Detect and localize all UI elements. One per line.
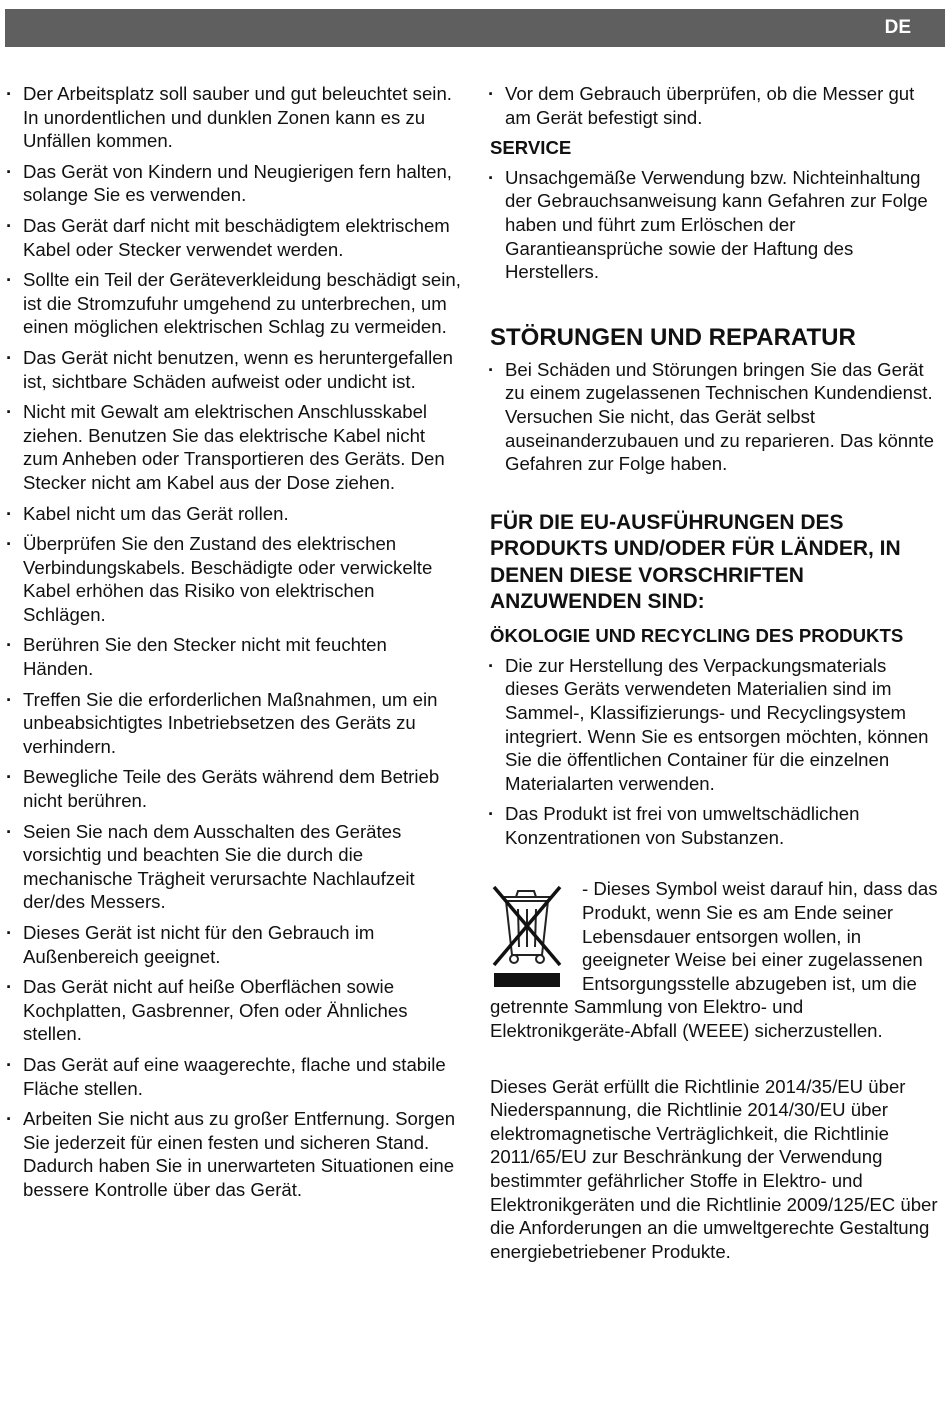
list-item: · Das Gerät nicht benutzen, wenn es heruntergefallen ist, sichtbare Schäden aufweist oder undicht ist.: [6, 346, 462, 393]
repair-heading: STÖRUNGEN UND REPARATUR: [490, 323, 856, 351]
list-item: · Die zur Herstellung des Verpackungsmaterials dieses Geräts verwendeten Materialien sind im Sammel-, Klassifizierungs- und Recyclingsystem integriert. Wenn Sie es entsorgen möchten, können Sie die öffentlichen Container für die einzelnen Materialarten verwenden.: [488, 654, 944, 796]
list-item: · Bei Schäden und Störungen bringen Sie das Gerät zu einem zugelassenen Technischen Kundendienst. Versuchen Sie nicht, das Gerät selbst auseinanderzubauen und zu reparieren. Das könnte Gefahren zur Folge haben.: [488, 358, 944, 476]
left-column: [6, 82, 462, 1209]
list-item: · Bewegliche Teile des Geräts während dem Betrieb nicht berühren.: [6, 765, 462, 812]
language-label: DE: [884, 17, 911, 38]
list-item: · Vor dem Gebrauch überprüfen, ob die Messer gut am Gerät befestigt sind.: [488, 82, 944, 129]
list-item: · Der Arbeitsplatz soll sauber und gut beleuchtet sein. In unordentlichen und dunklen Zonen kann es zu Unfällen kommen.: [6, 82, 462, 153]
list-item: · Sollte ein Teil der Geräteverkleidung beschädigt sein, ist die Stromzufuhr umgehend zu unterbrechen, um einen möglichen elektrischen Schlag zu vermeiden.: [6, 268, 462, 339]
ecology-heading: ÖKOLOGIE UND RECYCLING DES PRODUKTS: [490, 624, 904, 646]
list-item: · Seien Sie nach dem Ausschalten des Gerätes vorsichtig und beachten Sie die durch die mechanische Trägheit verursachte Nachlaufzeit der/des Messers.: [6, 820, 462, 914]
weee-notice: [490, 877, 944, 1042]
eu-heading: FÜR DIE EU-AUSFÜHRUNGEN DES PRODUKTS UND/ODER FÜR LÄNDER, IN DENEN DIESE VORSCHRIFTEN ANZUWENDEN SIND:: [490, 510, 901, 614]
directive-paragraph: Dieses Gerät erfüllt die Richtlinie 2014/35/EU über Niederspannung, die Richtlinie 2014/30/EU über elektromagnetische Verträglichkeit, die Richtlinie 2011/65/EU zur Beschränkung der Verwendung bestimmter gefährlicher Stoffe in Elektro- und Elektronikgeräten und die Richtlinie 2009/125/EC über die Anforderungen an die umweltgerechte Gestaltung energiebetriebener Produkte.: [490, 1075, 938, 1262]
safety-list: [6, 82, 462, 1202]
header-bar: [5, 9, 945, 47]
service-heading: SERVICE: [490, 137, 572, 159]
weee-text: - Dieses Symbol weist darauf hin, dass das Produkt, wenn Sie es am Ende seiner Lebensdauer entsorgen wollen, in geeigneter Weise bei einer zugelassenen Entsorgungsstelle abzugeben ist, um die getrennte Sammlung von Elektro- und Elektronikgeräte-Abfall (WEEE) sicherzustellen.: [490, 878, 938, 1042]
list-item: · Kabel nicht um das Gerät rollen.: [6, 502, 462, 526]
list-item: · Unsachgemäße Verwendung bzw. Nichteinhaltung der Gebrauchsanweisung kann Gefahren zur Folge haben und führt zum Erlöschen der Garantieansprüche sowie der Haftung des Herstellers.: [488, 166, 944, 284]
list-item: · Arbeiten Sie nicht aus zu großer Entfernung. Sorgen Sie jederzeit für einen festen und sicheren Stand. Dadurch haben Sie in unerwarteten Situationen eine bessere Kontrolle über das Gerät.: [6, 1107, 462, 1201]
crossed-out-wheelie-bin-icon: [488, 879, 566, 991]
list-item: · Dieses Gerät ist nicht für den Gebrauch im Außenbereich geeignet.: [6, 921, 462, 968]
list-item: · Das Gerät darf nicht mit beschädigtem elektrischem Kabel oder Stecker verwendet werden.: [6, 214, 462, 261]
ecology-list: [488, 654, 944, 850]
blade-check-list: [488, 82, 944, 129]
list-item: · Nicht mit Gewalt am elektrischen Anschlusskabel ziehen. Benutzen Sie das elektrische Kabel nicht zum Anheben oder Transportieren des Geräts. Den Stecker nicht am Kabel aus der Dose ziehen.: [6, 400, 462, 494]
list-item: · Überprüfen Sie den Zustand des elektrischen Verbindungskabels. Beschädigte oder verwickelte Kabel erhöhen das Risiko von elektrischen Schlägen.: [6, 532, 462, 626]
right-column: [488, 82, 944, 1263]
list-item: · Das Produkt ist frei von umweltschädlichen Konzentrationen von Substanzen.: [488, 802, 944, 849]
list-item: · Das Gerät auf eine waagerechte, flache und stabile Fläche stellen.: [6, 1053, 462, 1100]
list-item: · Das Gerät von Kindern und Neugierigen fern halten, solange Sie es verwenden.: [6, 160, 462, 207]
service-list: [488, 166, 944, 284]
repair-list: [488, 358, 944, 476]
list-item: · Das Gerät nicht auf heiße Oberflächen sowie Kochplatten, Gasbrenner, Ofen oder Ähnliches stellen.: [6, 975, 462, 1046]
list-item: · Treffen Sie die erforderlichen Maßnahmen, um ein unbeabsichtigtes Inbetriebsetzen des Geräts zu verhindern.: [6, 688, 462, 759]
list-item: · Berühren Sie den Stecker nicht mit feuchten Händen.: [6, 633, 462, 680]
